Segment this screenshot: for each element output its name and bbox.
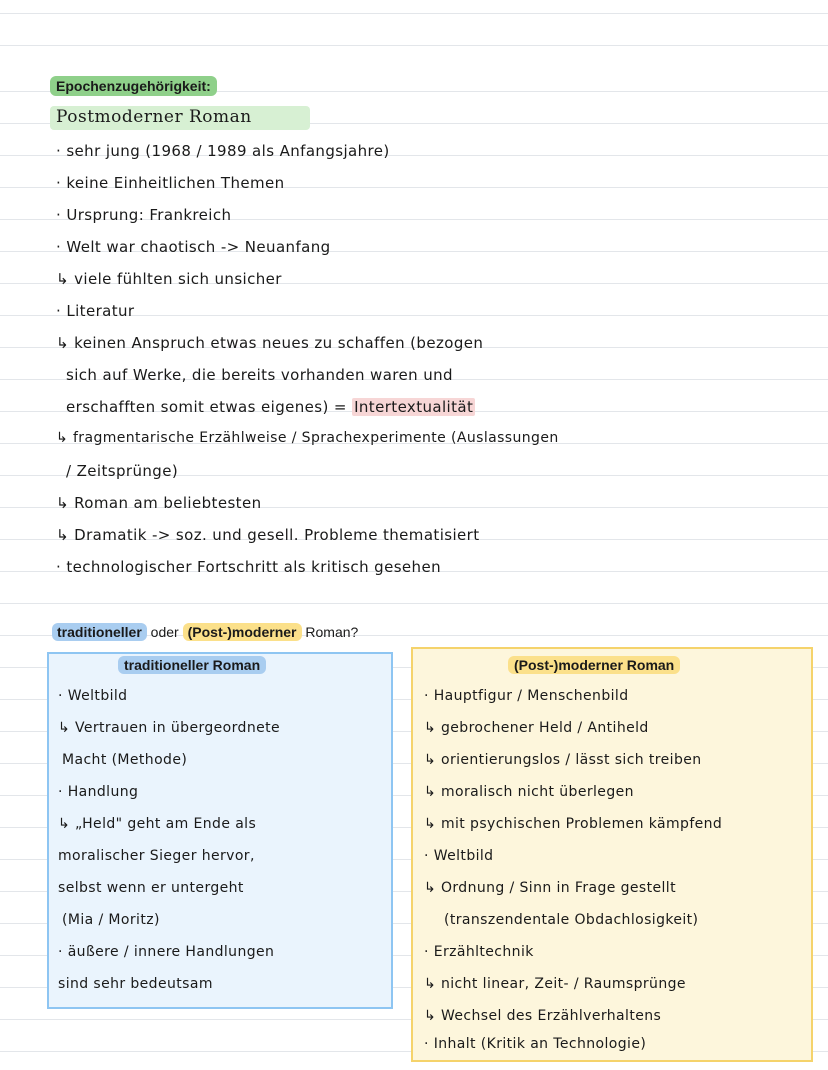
note-line: ↳ Roman am beliebtesten [56, 494, 262, 512]
question-or: oder [146, 624, 183, 640]
modern-badge: (Post-)moderner [183, 623, 302, 641]
modern-heading: (Post-)moderner Roman [508, 656, 680, 674]
question-end: Roman? [301, 624, 359, 640]
traditional-line: Macht (Methode) [62, 752, 188, 768]
modern-line: ↳ mit psychischen Problemen kämpfend [424, 816, 723, 832]
comparison-question [52, 624, 358, 640]
note-line: ↳ Dramatik -> soz. und gesell. Probleme thematisiert [56, 526, 480, 544]
traditional-line: · äußere / innere Handlungen [58, 944, 275, 960]
intertextuality-highlight: Intertextualität [354, 398, 474, 416]
traditional-line: sind sehr bedeutsam [58, 976, 213, 992]
modern-line: · Erzähltechnik [424, 944, 534, 960]
note-line: ↳ keinen Anspruch etwas neues zu schaffen (bezogen [56, 334, 484, 352]
note-line: sich auf Werke, die bereits vorhanden waren und [66, 366, 453, 384]
traditional-line: moralischer Sieger hervor, [58, 848, 255, 864]
note-line [66, 398, 475, 416]
modern-line: · Inhalt (Kritik an Technologie) [424, 1036, 647, 1052]
traditional-badge: traditioneller [52, 623, 147, 641]
traditional-line: ↳ Vertrauen in übergeordnete [58, 720, 281, 736]
traditional-line: (Mia / Moritz) [62, 912, 160, 928]
note-line: · sehr jung (1968 / 1989 als Anfangsjahre) [56, 142, 390, 160]
note-line: · Ursprung: Frankreich [56, 206, 232, 224]
modern-line: ↳ moralisch nicht überlegen [424, 784, 634, 800]
modern-line: ↳ Ordnung / Sinn in Frage gestellt [424, 880, 676, 896]
modern-line: ↳ orientierungslos / lässt sich treiben [424, 752, 702, 768]
modern-line: ↳ Wechsel des Erzählverhaltens [424, 1008, 662, 1024]
modern-line: ↳ nicht linear, Zeit- / Raumsprünge [424, 976, 686, 992]
note-line: ↳ fragmentarische Erzählweise / Sprachexperimente (Auslassungen [56, 430, 559, 446]
modern-line: ↳ gebrochener Held / Antiheld [424, 720, 649, 736]
note-line: / Zeitsprünge) [66, 462, 179, 480]
traditional-line: · Weltbild [58, 688, 128, 704]
modern-line: (transzendentale Obdachlosigkeit) [444, 912, 699, 928]
modern-line: · Weltbild [424, 848, 494, 864]
modern-line: · Hauptfigur / Menschenbild [424, 688, 629, 704]
traditional-line: selbst wenn er untergeht [58, 880, 244, 896]
traditional-line: · Handlung [58, 784, 139, 800]
section-heading: Epochenzugehörigkeit: [50, 76, 217, 96]
traditional-line: ↳ „Held" geht am Ende als [58, 816, 257, 832]
traditional-heading: traditioneller Roman [118, 656, 266, 674]
note-line: · Literatur [56, 302, 135, 320]
note-text: erschafften somit etwas eigenes) = [66, 398, 347, 416]
note-line: ↳ viele fühlten sich unsicher [56, 270, 282, 288]
note-line: · technologischer Fortschritt als kritisch gesehen [56, 558, 441, 576]
note-line: · Welt war chaotisch -> Neuanfang [56, 238, 331, 256]
page-title: Postmoderner Roman [56, 107, 252, 127]
note-line: · keine Einheitlichen Themen [56, 174, 285, 192]
